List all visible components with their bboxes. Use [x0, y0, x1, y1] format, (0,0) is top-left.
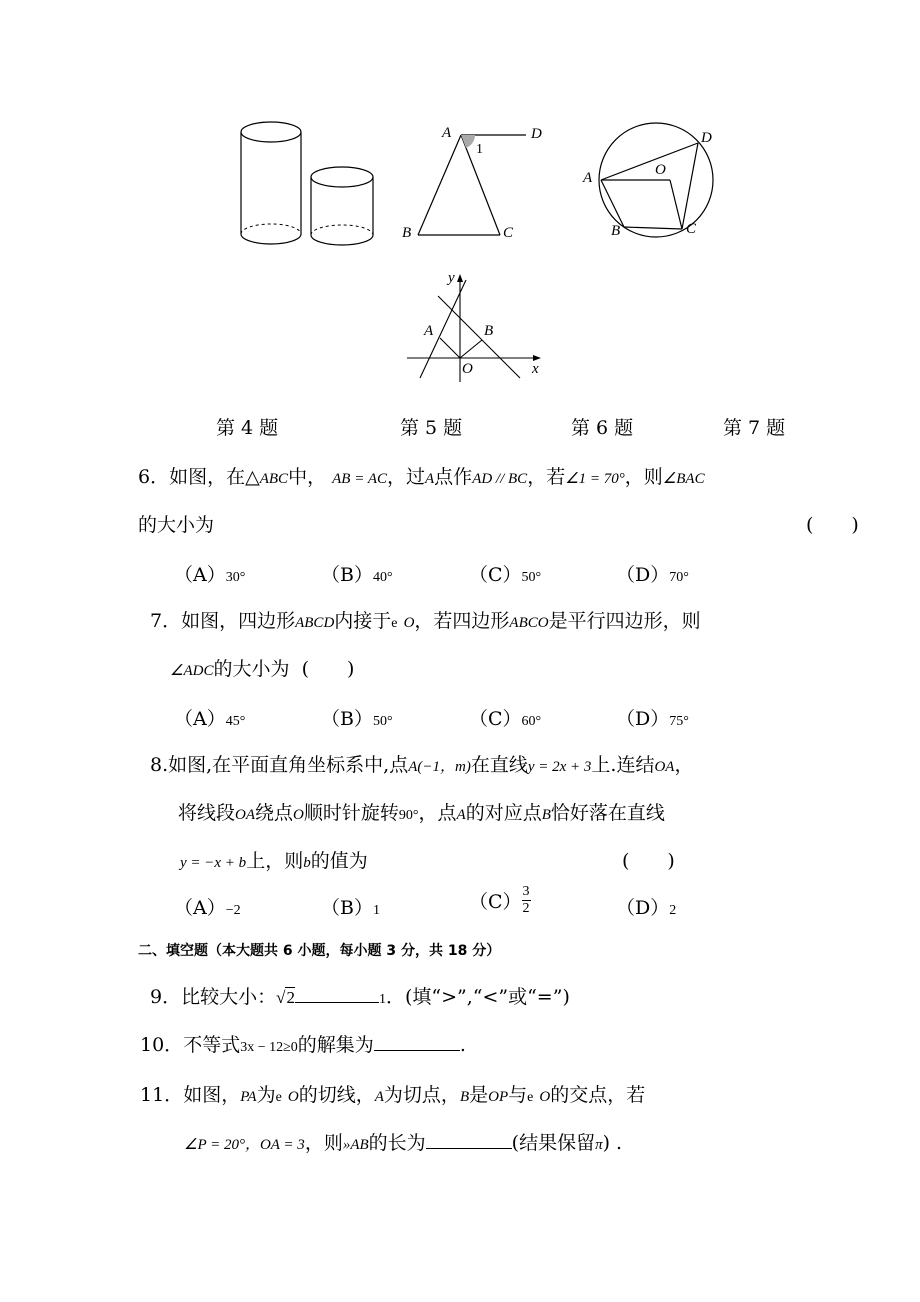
q9-answer-blank[interactable] [295, 984, 379, 1003]
q6-line1 [138, 462, 705, 489]
q10-text: 不等式 [183, 1034, 241, 1056]
caption-6: 第 6 题 [571, 417, 634, 439]
axes-label-x: x [532, 361, 539, 377]
fraction-numerator: 3 [522, 884, 530, 899]
q6-text: ，则 [624, 466, 663, 488]
q6-condition: AB = AC [332, 471, 387, 487]
q11-line2 [184, 1128, 622, 1155]
q8-option-b [321, 893, 380, 920]
q10-inequality: 3x − 12≥0 [240, 1040, 298, 1055]
q8-line-eq: y = 2x + 3 [527, 759, 592, 775]
option-value: −2 [225, 903, 241, 918]
q8-answer-paren: ( ) [622, 850, 675, 872]
cylinders-figure [232, 114, 382, 254]
q11-text: 的切线， [298, 1084, 375, 1106]
q6-triangle-symbol: △ [245, 466, 260, 488]
q11-text: 的长为 [368, 1132, 426, 1154]
axes-label-b: B [484, 323, 494, 339]
option-label: （A） [174, 897, 226, 919]
q7-number: 7． [150, 610, 182, 632]
q11-text: 的交点，若 [550, 1084, 646, 1106]
q9-text: 比较大小： [181, 986, 277, 1008]
q8-oa: OA [654, 759, 675, 775]
q9-line [150, 982, 570, 1009]
q8-o: O [293, 807, 304, 823]
circle-symbol: e [527, 1090, 534, 1105]
q11-o: O [539, 1089, 551, 1105]
option-label: （C） [469, 564, 522, 586]
circle-label-a: A [583, 170, 593, 186]
q7-option-d [616, 704, 689, 731]
q11-line1 [140, 1080, 645, 1107]
q7-text: 是平行四边形，则 [548, 610, 701, 632]
q8-text: 的对应点 [465, 802, 542, 824]
q7-text: 内接于 [334, 610, 392, 632]
q8-b: B [541, 807, 551, 823]
circle-label-o: O [655, 162, 666, 178]
section-heading: 二、填空题（本大题共 6 小题，每小题 3 分，共 18 分） [138, 943, 501, 959]
q6-angle-bac: ∠BAC [662, 471, 705, 487]
sqrt-radicand: 2 [286, 988, 295, 1007]
q8-text: 的值为 [310, 850, 368, 872]
q8-degree: 90° [398, 808, 419, 823]
q8-option-c [469, 884, 531, 917]
q7-line1 [150, 606, 701, 633]
q10-text: 的解集为 [297, 1034, 374, 1056]
option-value: 30° [225, 570, 246, 585]
option-value: 45° [225, 714, 246, 729]
option-value: 60° [521, 714, 542, 729]
option-label: （B） [321, 897, 373, 919]
q9-one: 1 [378, 992, 386, 1007]
q11-o: O [287, 1089, 299, 1105]
q11-text: 为 [256, 1084, 276, 1106]
q7-line2 [170, 654, 354, 681]
circle-symbol: e [275, 1090, 282, 1105]
q8-text: ， [674, 754, 694, 776]
q7-option-a [174, 704, 245, 731]
q8-text: 上.连结 [591, 754, 655, 776]
axes-label-y: y [448, 270, 455, 286]
q10-text: . [459, 1034, 466, 1056]
q11-text: 为切点， [383, 1084, 460, 1106]
q8-text: 将线段 [178, 802, 236, 824]
q8-option-a [174, 893, 241, 920]
option-value: 50° [521, 570, 542, 585]
q6-option-b [321, 560, 393, 587]
q6-text: 点作 [434, 466, 473, 488]
circle-symbol: e [391, 616, 398, 631]
q8-line2 [178, 798, 665, 825]
q7-o: O [403, 615, 415, 631]
q10-number: 10． [140, 1034, 184, 1056]
triangle-figure [398, 122, 548, 247]
tri-label-b: B [402, 225, 412, 241]
q8-number: 8. [150, 754, 169, 776]
q8-b-var: b [303, 855, 311, 871]
q6-angle: ∠1 = 70° [565, 471, 625, 487]
q8-line-eq2: y = −x + b [180, 855, 247, 871]
q7-text: ，若四边形 [414, 610, 510, 632]
q8-line3 [180, 846, 368, 873]
option-label: （A） [174, 708, 226, 730]
option-label: （D） [616, 564, 670, 586]
q6-text: ，过 [386, 466, 425, 488]
q6-abc: ABC [259, 471, 289, 487]
q7-option-c [469, 704, 541, 731]
q11-a: A [374, 1089, 384, 1105]
axes-label-o: O [462, 361, 473, 377]
option-label: （B） [321, 708, 373, 730]
q8-text: 绕点 [255, 802, 294, 824]
circle-label-d: D [701, 130, 712, 146]
option-label: （C） [469, 708, 522, 730]
caption-7: 第 7 题 [723, 417, 786, 439]
q8-oa: OA [235, 807, 256, 823]
q8-a: A [456, 807, 466, 823]
option-value: 70° [669, 570, 689, 585]
option-label: （A） [174, 564, 226, 586]
caption-5: 第 5 题 [400, 417, 463, 439]
circle-label-c: C [686, 221, 697, 237]
q6-text: 中， [288, 466, 327, 488]
q7-abcd: ABCD [295, 615, 335, 631]
axes-label-a: A [424, 323, 434, 339]
option-value: 75° [669, 714, 689, 729]
option-label: （C） [469, 891, 522, 913]
option-label: （D） [616, 708, 670, 730]
option-label: （B） [321, 564, 373, 586]
q6-text: 如图，在 [169, 466, 246, 488]
q9-number: 9． [150, 986, 182, 1008]
q10-answer-blank[interactable] [374, 1032, 460, 1051]
q8-text: 如图,在平面直角坐标系中,点 [168, 754, 409, 776]
q10-line [140, 1030, 466, 1057]
q11-text: 与 [508, 1084, 528, 1106]
q11-text: 是 [469, 1084, 489, 1106]
q6-option-c [469, 560, 541, 587]
tri-label-d: D [531, 126, 542, 142]
q8-text: 上，则 [246, 850, 304, 872]
fraction [522, 884, 531, 917]
q7-text: 如图，四边形 [181, 610, 296, 632]
q11-op: OP [488, 1089, 509, 1105]
q9-text: ．(填“>”,“<”或“=”) [385, 986, 570, 1008]
q7-angle-adc: ∠ADC [170, 663, 214, 679]
q8-line1 [150, 750, 693, 777]
option-value: 50° [372, 714, 393, 729]
q8-text: 恰好落在直线 [550, 802, 665, 824]
option-value: 2 [669, 903, 677, 918]
tri-label-c: C [503, 225, 514, 241]
q8-text: 在直线 [470, 754, 528, 776]
q6-answer-paren: ( ) [806, 514, 859, 536]
q11-condition: ∠P = 20°，OA = 3 [184, 1137, 305, 1153]
q8-text: ，点 [418, 802, 457, 824]
q8-point: A(−1，m) [408, 759, 471, 775]
sqrt-expression: √2 [276, 988, 295, 1007]
q7-option-b [321, 704, 393, 731]
fraction-denominator: 2 [522, 901, 530, 916]
tri-label-a: A [442, 125, 452, 141]
q7-text: 的大小为 [213, 658, 290, 680]
circle-label-b: B [611, 223, 621, 239]
q11-pi: π [595, 1137, 603, 1153]
q11-answer-blank[interactable] [426, 1130, 512, 1149]
q11-text: ，则 [304, 1132, 343, 1154]
q6-option-d [616, 560, 689, 587]
q11-arc: »AB [342, 1137, 369, 1153]
q11-text: (结果保留 [511, 1132, 596, 1154]
option-label: （D） [616, 897, 670, 919]
q7-abco: ABCO [509, 615, 549, 631]
q6-point-a: A [425, 471, 435, 487]
caption-4: 第 4 题 [216, 417, 279, 439]
q7-answer-paren: ( ) [301, 658, 355, 680]
q8-text: 顺时针旋转 [303, 802, 399, 824]
q6-text: ，若 [527, 466, 566, 488]
q11-text: ) . [602, 1132, 623, 1154]
q6-option-a [174, 560, 245, 587]
q6-parallel: AD // BC [472, 471, 528, 487]
q11-pa: PA [240, 1089, 257, 1105]
q11-number: 11． [140, 1084, 184, 1106]
q11-text: 如图， [183, 1084, 241, 1106]
q8-option-d [616, 893, 676, 920]
q11-b: B [459, 1089, 470, 1105]
tri-label-angle: 1 [476, 142, 483, 157]
q6-number: 6． [138, 466, 170, 488]
option-value: 40° [372, 570, 393, 585]
option-value: 1 [372, 903, 380, 918]
q6-line2: 的大小为 [138, 514, 215, 536]
